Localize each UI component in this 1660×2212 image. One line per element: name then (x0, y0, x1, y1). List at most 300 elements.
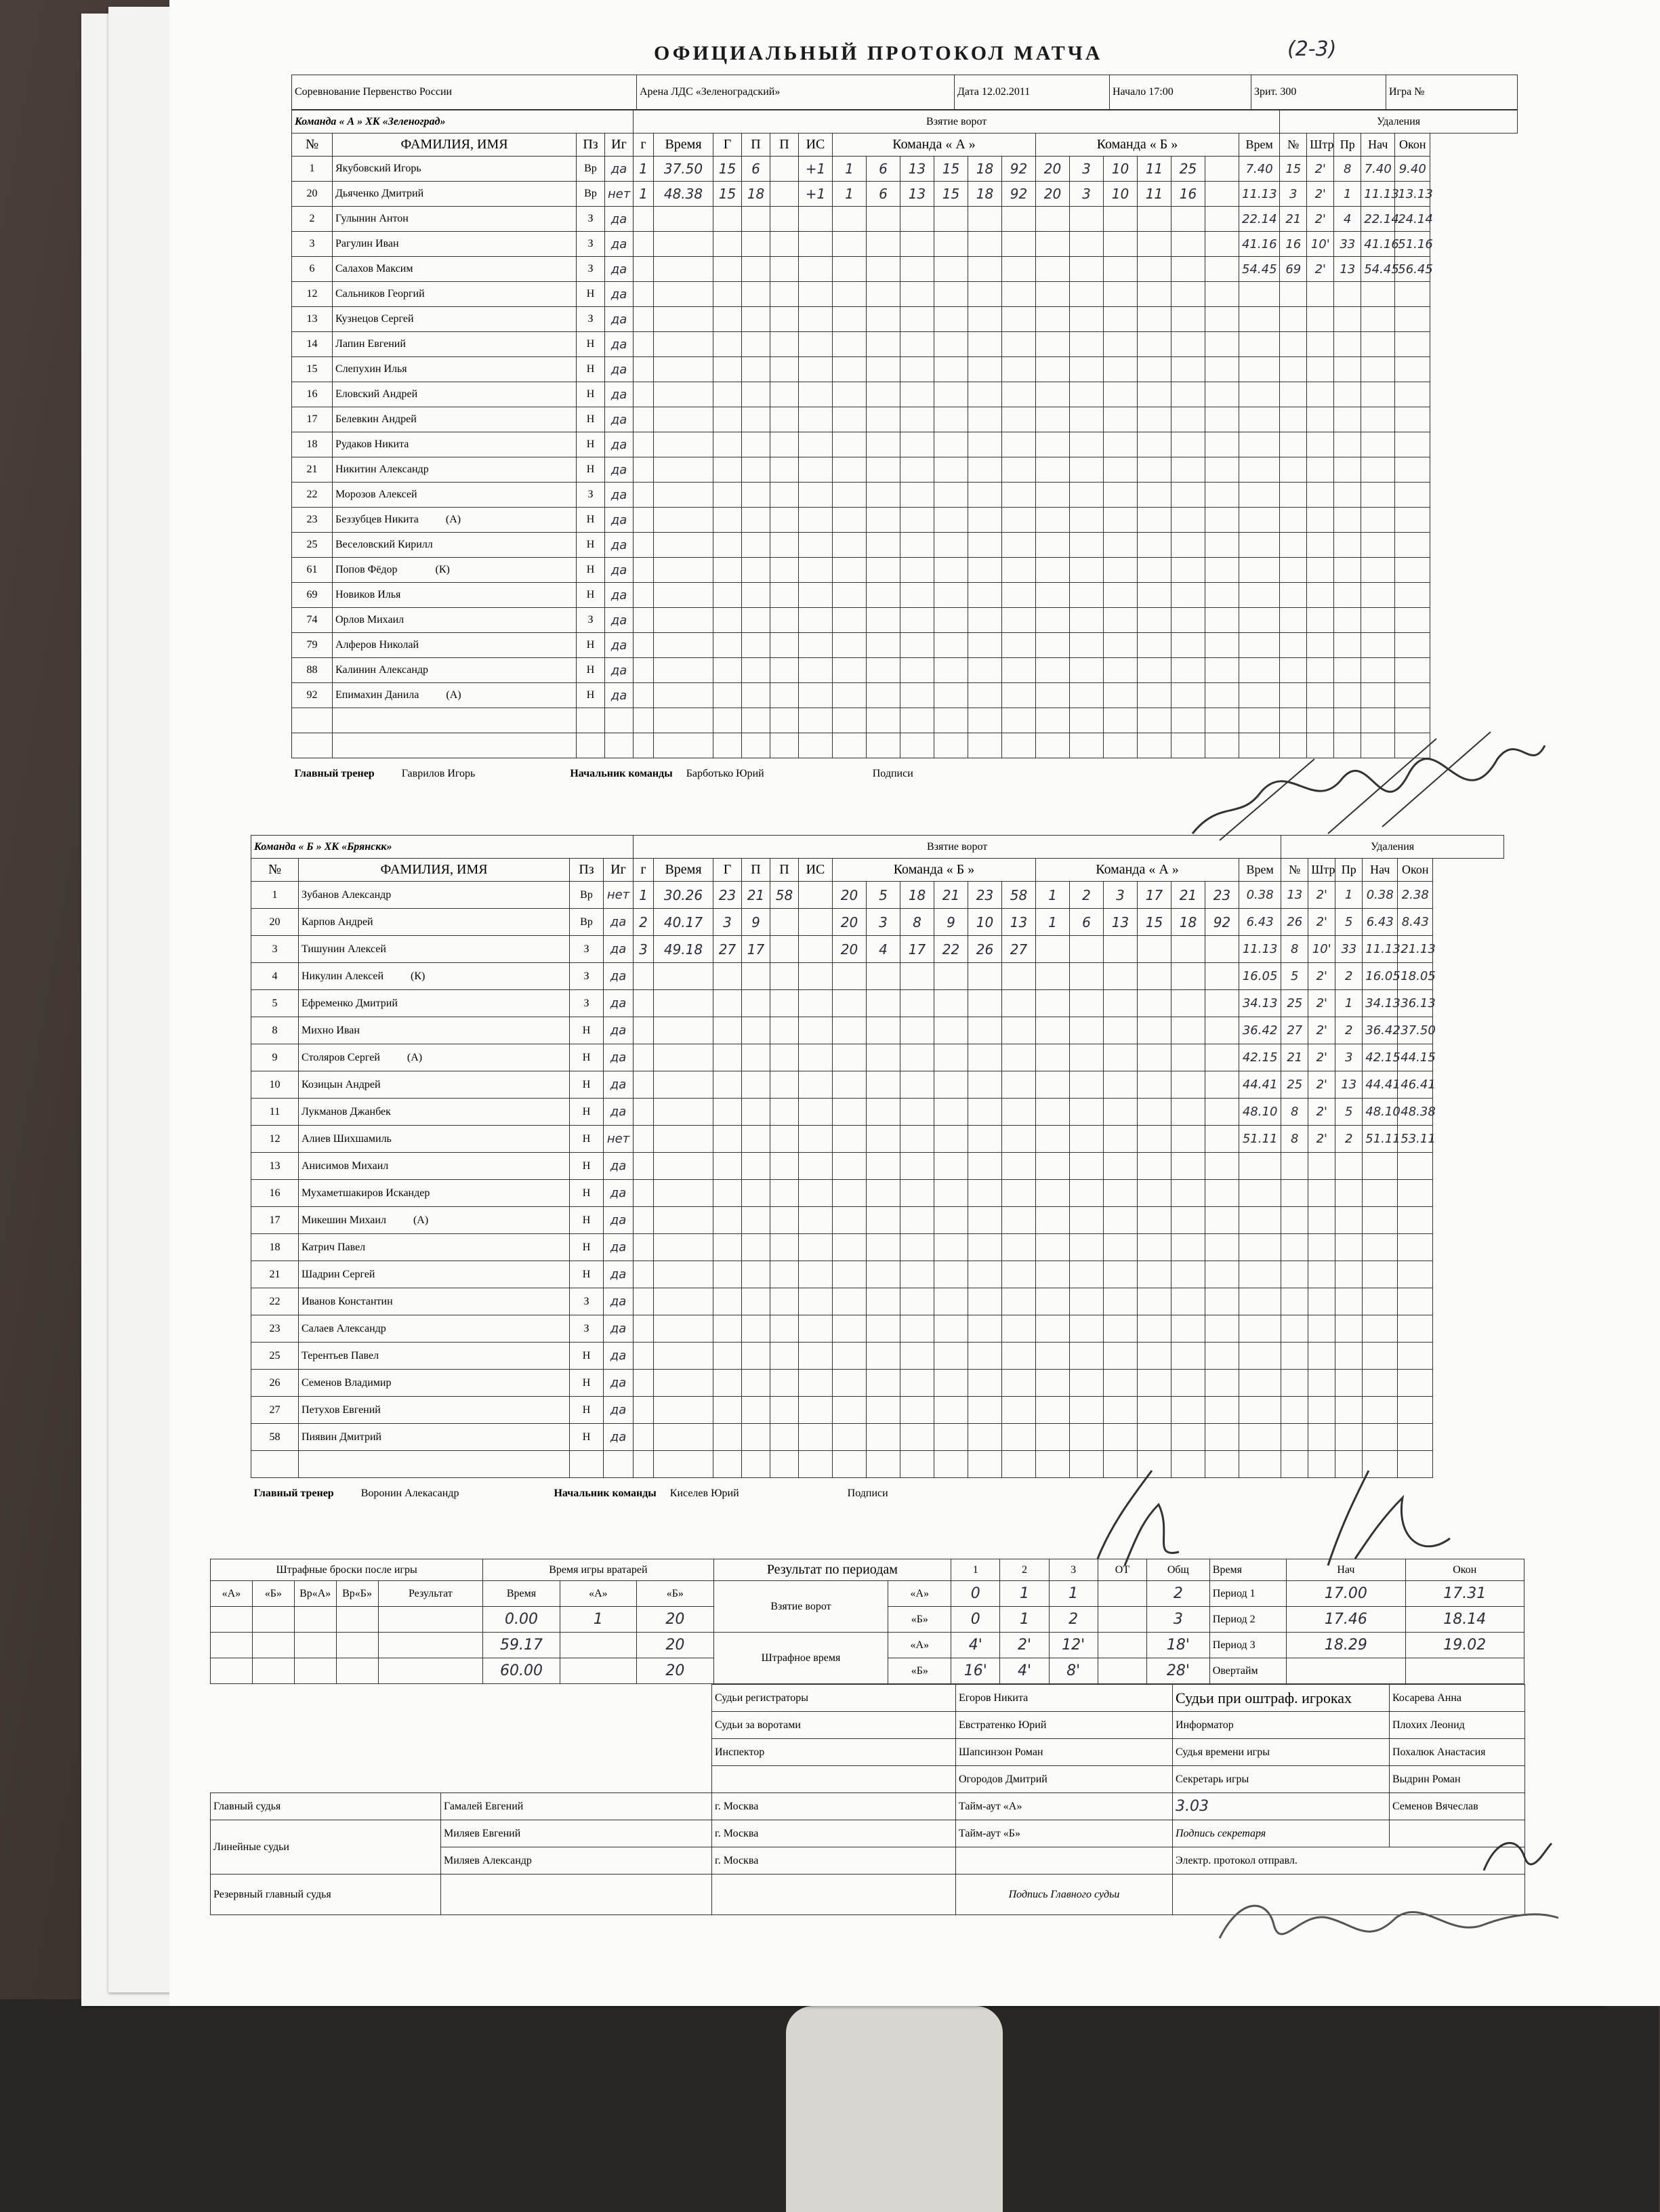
goal-other-player (1205, 182, 1239, 207)
player-position: Вр (577, 182, 605, 207)
goal-other-player (1070, 1315, 1104, 1343)
penalty-no (1280, 608, 1307, 633)
goal-p1 (742, 1370, 770, 1397)
period-penalty-b (1098, 1658, 1146, 1684)
shootout-cell (378, 1607, 483, 1633)
goal-other-player (1138, 1261, 1171, 1288)
goal-other-player (1036, 307, 1070, 332)
header-info-table (291, 75, 1518, 110)
goal-time (654, 1261, 713, 1288)
goal-other-player (1070, 357, 1104, 382)
col-header-p1: П (742, 134, 770, 157)
goal-other-player (1205, 282, 1239, 307)
penalty-start (1361, 407, 1395, 432)
goal-other-player (1070, 1044, 1104, 1071)
player-name: Веселовский Кирилл (333, 533, 577, 558)
goal-g (634, 1343, 654, 1370)
col-header-no: № (292, 134, 333, 157)
goal-own-player (934, 683, 968, 708)
goal-other-player: 6 (1070, 909, 1104, 936)
goal-g (713, 307, 742, 332)
player-name: Пиявин Дмитрий (299, 1424, 570, 1451)
goal-other-player (1036, 457, 1070, 483)
goal-own-player: 26 (968, 936, 1002, 963)
goal-own-player (1002, 558, 1036, 583)
player-played: да (604, 1343, 634, 1370)
manager-name: Киселев Юрий (669, 1487, 739, 1499)
goal-own-player (867, 1424, 900, 1451)
goal-other-player (1104, 357, 1138, 382)
goal-p2 (770, 990, 799, 1017)
penalty-start (1363, 1288, 1398, 1315)
goal-g: 15 (713, 182, 742, 207)
penalty-min (1308, 1207, 1335, 1234)
goal-other-player (1104, 382, 1138, 407)
goal-is (799, 508, 833, 533)
goal-p2 (770, 1126, 799, 1153)
goal-own-player (867, 432, 900, 457)
goal-own-player (968, 207, 1002, 232)
player-played: да (605, 608, 634, 633)
penalty-no: 21 (1280, 207, 1307, 232)
goal-g (634, 508, 654, 533)
penalty-start: 54.45 (1361, 257, 1395, 282)
goal-other-player (1171, 1126, 1205, 1153)
col-header-pen-no: № (1281, 859, 1308, 882)
goal-other-player (1171, 282, 1205, 307)
penalty-end (1395, 307, 1430, 332)
player-name: Якубовский Игорь (333, 157, 577, 182)
penalty-no (1280, 558, 1307, 583)
summary-section (210, 1559, 1524, 1915)
goal-other-player (1171, 457, 1205, 483)
goal-own-player (1002, 1207, 1036, 1234)
goal-other-player (1036, 257, 1070, 282)
goal-other-player (1138, 1288, 1171, 1315)
goal-own-player (867, 1017, 900, 1044)
goal-other-player (1205, 232, 1239, 257)
goalie-time-cell: 60.00 (483, 1658, 560, 1684)
penalty-no (1280, 332, 1307, 357)
goal-own-player (1002, 357, 1036, 382)
goal-own-player (833, 432, 867, 457)
goal-is (799, 633, 833, 658)
penalty-start (1363, 1261, 1398, 1288)
penalty-min (1307, 608, 1334, 633)
goal-other-player (1171, 1207, 1205, 1234)
player-row (251, 1261, 1504, 1288)
penalty-no (1281, 1315, 1308, 1343)
col-header-pen-start: Нач (1361, 134, 1395, 157)
goal-own-player (900, 558, 934, 583)
goal-other-player (1036, 508, 1070, 533)
goal-own-player (867, 1044, 900, 1071)
goal-other-player (1070, 1261, 1104, 1288)
penalty-start (1363, 1424, 1398, 1451)
goal-other-player (1070, 1017, 1104, 1044)
player-position: Н (570, 1370, 604, 1397)
player-name (333, 733, 577, 758)
player-row (292, 182, 1518, 207)
goal-g (713, 683, 742, 708)
goal-time (654, 1397, 713, 1424)
penalty-t: 6.43 (1239, 909, 1281, 936)
goal-other-player: 11 (1138, 157, 1171, 182)
goal-own-player (1002, 733, 1036, 758)
goal-other-player (1070, 583, 1104, 608)
goal-is (799, 232, 833, 257)
penalty-pr (1334, 457, 1361, 483)
goal-g (713, 1315, 742, 1343)
penalty-end: 53.11 (1398, 1126, 1433, 1153)
col-header-g: Г (713, 134, 742, 157)
penalty-pr: 8 (1334, 157, 1361, 182)
goal-other-player (1104, 1044, 1138, 1071)
penalty-end (1395, 407, 1430, 432)
penalty-end: 13.13 (1395, 182, 1430, 207)
goal-own-player (1002, 683, 1036, 708)
penalty-min: 2' (1307, 182, 1334, 207)
player-row (292, 583, 1518, 608)
goal-other-player (1171, 936, 1205, 963)
goal-other-player (1171, 608, 1205, 633)
player-played: да (605, 457, 634, 483)
player-number: 11 (251, 1099, 299, 1126)
goal-own-player (968, 558, 1002, 583)
goal-other-player (1138, 407, 1171, 432)
goal-p2 (770, 232, 799, 257)
player-name: Зубанов Александр (299, 882, 570, 909)
shootout-col-header: Вр«Б» (336, 1581, 378, 1607)
player-name: Епимахин Данила (А) (333, 683, 577, 708)
goal-other-player: 23 (1205, 882, 1239, 909)
goal-g (713, 1153, 742, 1180)
goal-other-player (1036, 232, 1070, 257)
goal-g: 27 (713, 936, 742, 963)
goal-own-player (1002, 483, 1036, 508)
goalie-time-cell (560, 1658, 636, 1684)
goal-other-player (1171, 508, 1205, 533)
penalty-pr (1334, 683, 1361, 708)
goal-own-player (968, 432, 1002, 457)
player-name: Семенов Владимир (299, 1370, 570, 1397)
penalty-min: 2' (1308, 1126, 1335, 1153)
player-name: Калинин Александр (333, 658, 577, 683)
player-number: 61 (292, 558, 333, 583)
goal-other-player (1104, 1343, 1138, 1370)
goal-other-player (1104, 936, 1138, 963)
goal-own-player (867, 207, 900, 232)
goal-own-player (934, 357, 968, 382)
penalty-end: 18.05 (1398, 963, 1433, 990)
penalty-start: 16.05 (1363, 963, 1398, 990)
goal-other-player (1205, 558, 1239, 583)
player-played: да (604, 909, 634, 936)
goal-own-player (833, 1071, 867, 1099)
col-header-no: № (251, 859, 299, 882)
penalty-pr (1334, 658, 1361, 683)
goal-other-player: 17 (1138, 882, 1171, 909)
player-row (251, 1153, 1504, 1180)
player-number: 17 (251, 1207, 299, 1234)
penalty-t (1239, 1234, 1281, 1261)
goal-other-player (1070, 508, 1104, 533)
player-row (292, 207, 1518, 232)
penalty-end (1395, 633, 1430, 658)
penalty-t (1239, 432, 1280, 457)
goal-p2 (770, 963, 799, 990)
goal-p2 (770, 1343, 799, 1370)
goal-own-player (934, 558, 968, 583)
goal-g (634, 282, 654, 307)
col-header-pen-start: Нач (1363, 859, 1398, 882)
goalie-col-header: Время (483, 1581, 560, 1607)
goal-time (654, 332, 713, 357)
goal-own-player (900, 483, 934, 508)
penalty-min (1308, 1370, 1335, 1397)
linesmen-label: Линейные судьи (211, 1820, 441, 1875)
goal-other-player (1104, 508, 1138, 533)
coach-name: Воронин Алекасандр (360, 1487, 459, 1499)
goal-other-player (1138, 457, 1171, 483)
goal-other-player (1036, 1288, 1070, 1315)
goal-p1 (742, 1071, 770, 1099)
player-name (299, 1451, 570, 1478)
goal-own-player (968, 1261, 1002, 1288)
player-position: З (570, 1288, 604, 1315)
player-name: Иванов Константин (299, 1288, 570, 1315)
goal-own-player: 10 (968, 909, 1002, 936)
goal-time (654, 307, 713, 332)
goal-other-player (1138, 1099, 1171, 1126)
period-goals-a: 2 (1146, 1581, 1209, 1607)
goal-own-player (833, 282, 867, 307)
goal-own-player (833, 232, 867, 257)
secretary-label: Секретарь игры (1173, 1766, 1390, 1793)
player-row (251, 936, 1504, 963)
penalty-min: 10' (1308, 936, 1335, 963)
goal-other-player (1171, 1153, 1205, 1180)
player-row (251, 1099, 1504, 1126)
goal-own-player: 13 (900, 157, 934, 182)
player-position: Н (577, 432, 605, 457)
penalty-start (1363, 1153, 1398, 1180)
player-name: Кузнецов Сергей (333, 307, 577, 332)
penalty-min (1308, 1234, 1335, 1261)
goal-g (713, 608, 742, 633)
goal-other-player (1138, 1370, 1171, 1397)
player-number: 3 (292, 232, 333, 257)
goal-g: 1 (634, 882, 654, 909)
period-goals-b: 1 (1000, 1607, 1049, 1633)
penalty-start (1361, 508, 1395, 533)
player-name (333, 708, 577, 733)
goal-own-player (867, 708, 900, 733)
penalty-start (1363, 1397, 1398, 1424)
goal-p2 (770, 432, 799, 457)
penalty-end (1395, 658, 1430, 683)
goal-own-player (1002, 1315, 1036, 1343)
goal-own-player (968, 633, 1002, 658)
player-number: 88 (292, 658, 333, 683)
goal-is (799, 1451, 833, 1478)
goal-p2 (770, 382, 799, 407)
goal-own-player (934, 257, 968, 282)
goal-own-player: 15 (934, 157, 968, 182)
goal-other-player (1070, 558, 1104, 583)
shootout-cell (294, 1633, 336, 1658)
penalty-end (1398, 1180, 1433, 1207)
goal-g (713, 1126, 742, 1153)
player-name: Орлов Михаил (333, 608, 577, 633)
goal-other-player (1070, 1343, 1104, 1370)
goalie-time-cell: 0.00 (483, 1607, 560, 1633)
goal-other-player (1138, 658, 1171, 683)
col-header-time: Время (654, 859, 713, 882)
penalty-pr: 13 (1334, 257, 1361, 282)
penalty-start (1363, 1343, 1398, 1370)
goal-g (634, 1017, 654, 1044)
goal-own-player (1002, 232, 1036, 257)
goal-own-player (1002, 508, 1036, 533)
goal-own-player (833, 533, 867, 558)
goal-g (634, 432, 654, 457)
goal-is (799, 1424, 833, 1451)
goal-time (654, 1044, 713, 1071)
player-played: да (605, 232, 634, 257)
goal-g (713, 1261, 742, 1288)
penalty-no: 8 (1281, 936, 1308, 963)
goal-own-player: 1 (833, 182, 867, 207)
goal-other-player (1205, 508, 1239, 533)
penalty-no (1280, 508, 1307, 533)
player-name: Лукманов Джанбек (299, 1099, 570, 1126)
goal-own-player (968, 963, 1002, 990)
period-goals-a: 1 (1049, 1581, 1098, 1607)
goal-own-player (867, 483, 900, 508)
goal-own-player (833, 1180, 867, 1207)
goal-other-player (1171, 1234, 1205, 1261)
penalty-no: 21 (1281, 1044, 1308, 1071)
goal-time (654, 658, 713, 683)
player-played: да (605, 658, 634, 683)
goal-other-player: 11 (1138, 182, 1171, 207)
referee-label: Главный судья (211, 1793, 441, 1820)
goal-own-player (968, 483, 1002, 508)
shootout-cell (211, 1658, 253, 1684)
competition-cell: Соревнование Первенство России (292, 75, 637, 110)
goal-own-player (900, 257, 934, 282)
goal-other-player (1104, 332, 1138, 357)
goal-own-player (833, 382, 867, 407)
player-number: 12 (292, 282, 333, 307)
penalty-t (1239, 1343, 1281, 1370)
player-position: Н (570, 1126, 604, 1153)
goal-g (634, 1153, 654, 1180)
goal-other-player (1138, 533, 1171, 558)
goal-own-player: 22 (934, 936, 968, 963)
penalty-start (1361, 558, 1395, 583)
penalty-t (1239, 583, 1280, 608)
goal-p1 (742, 583, 770, 608)
goal-p1 (742, 457, 770, 483)
penalty-no (1280, 382, 1307, 407)
goal-other-player (1036, 1343, 1070, 1370)
penalty-end (1398, 1234, 1433, 1261)
goal-other-player (1138, 633, 1171, 658)
player-position: Н (570, 1234, 604, 1261)
goal-own-player (934, 457, 968, 483)
arena-cell: Арена ЛДС «Зеленоградский» (637, 75, 955, 110)
goal-own-player (968, 357, 1002, 382)
goal-own-player (1002, 207, 1036, 232)
penalty-end (1398, 1207, 1433, 1234)
goal-own-player (867, 257, 900, 282)
goal-other-player (1036, 483, 1070, 508)
player-position: Н (570, 1207, 604, 1234)
goal-own-player: 13 (900, 182, 934, 207)
penalty-pr: 3 (1335, 1044, 1363, 1071)
goal-other-player (1070, 282, 1104, 307)
goal-time (654, 1451, 713, 1478)
col-header-own-team: Команда « А » (833, 134, 1036, 157)
goal-own-player (867, 357, 900, 382)
period-label: Период 1 (1209, 1581, 1286, 1607)
goal-p2 (770, 1044, 799, 1071)
goal-other-player (1205, 457, 1239, 483)
time-col-start: Нач (1287, 1559, 1405, 1581)
penalty-end (1395, 533, 1430, 558)
goal-other-player (1104, 1071, 1138, 1099)
goal-own-player (833, 1424, 867, 1451)
goal-own-player (833, 1370, 867, 1397)
player-number: 14 (292, 332, 333, 357)
col-header-pen-no: № (1280, 134, 1307, 157)
penalty-end: 36.13 (1398, 990, 1433, 1017)
goal-g (713, 583, 742, 608)
goal-own-player (1002, 257, 1036, 282)
player-played: да (605, 257, 634, 282)
penalty-t: 42.15 (1239, 1044, 1281, 1071)
penalty-pr (1335, 1234, 1363, 1261)
player-position: Н (577, 357, 605, 382)
goal-own-player (833, 357, 867, 382)
penalty-no (1280, 457, 1307, 483)
shootout-cell (211, 1633, 253, 1658)
goal-other-player (1171, 533, 1205, 558)
penalty-min (1307, 583, 1334, 608)
period-end: 18.14 (1405, 1607, 1524, 1633)
goal-p2 (770, 407, 799, 432)
goal-is (799, 457, 833, 483)
time-col-end: Окон (1405, 1559, 1524, 1581)
goal-other-player (1104, 533, 1138, 558)
player-number (292, 708, 333, 733)
goal-p1 (742, 207, 770, 232)
period-start: 17.00 (1287, 1581, 1405, 1607)
goal-time (654, 683, 713, 708)
player-row (292, 407, 1518, 432)
goal-own-player (867, 407, 900, 432)
goal-g (634, 357, 654, 382)
goal-other-player: 10 (1104, 182, 1138, 207)
goal-p1 (742, 1153, 770, 1180)
goal-other-player (1070, 1071, 1104, 1099)
goal-other-player (1070, 1099, 1104, 1126)
player-played: да (604, 1017, 634, 1044)
player-position: З (577, 257, 605, 282)
player-position (577, 733, 605, 758)
